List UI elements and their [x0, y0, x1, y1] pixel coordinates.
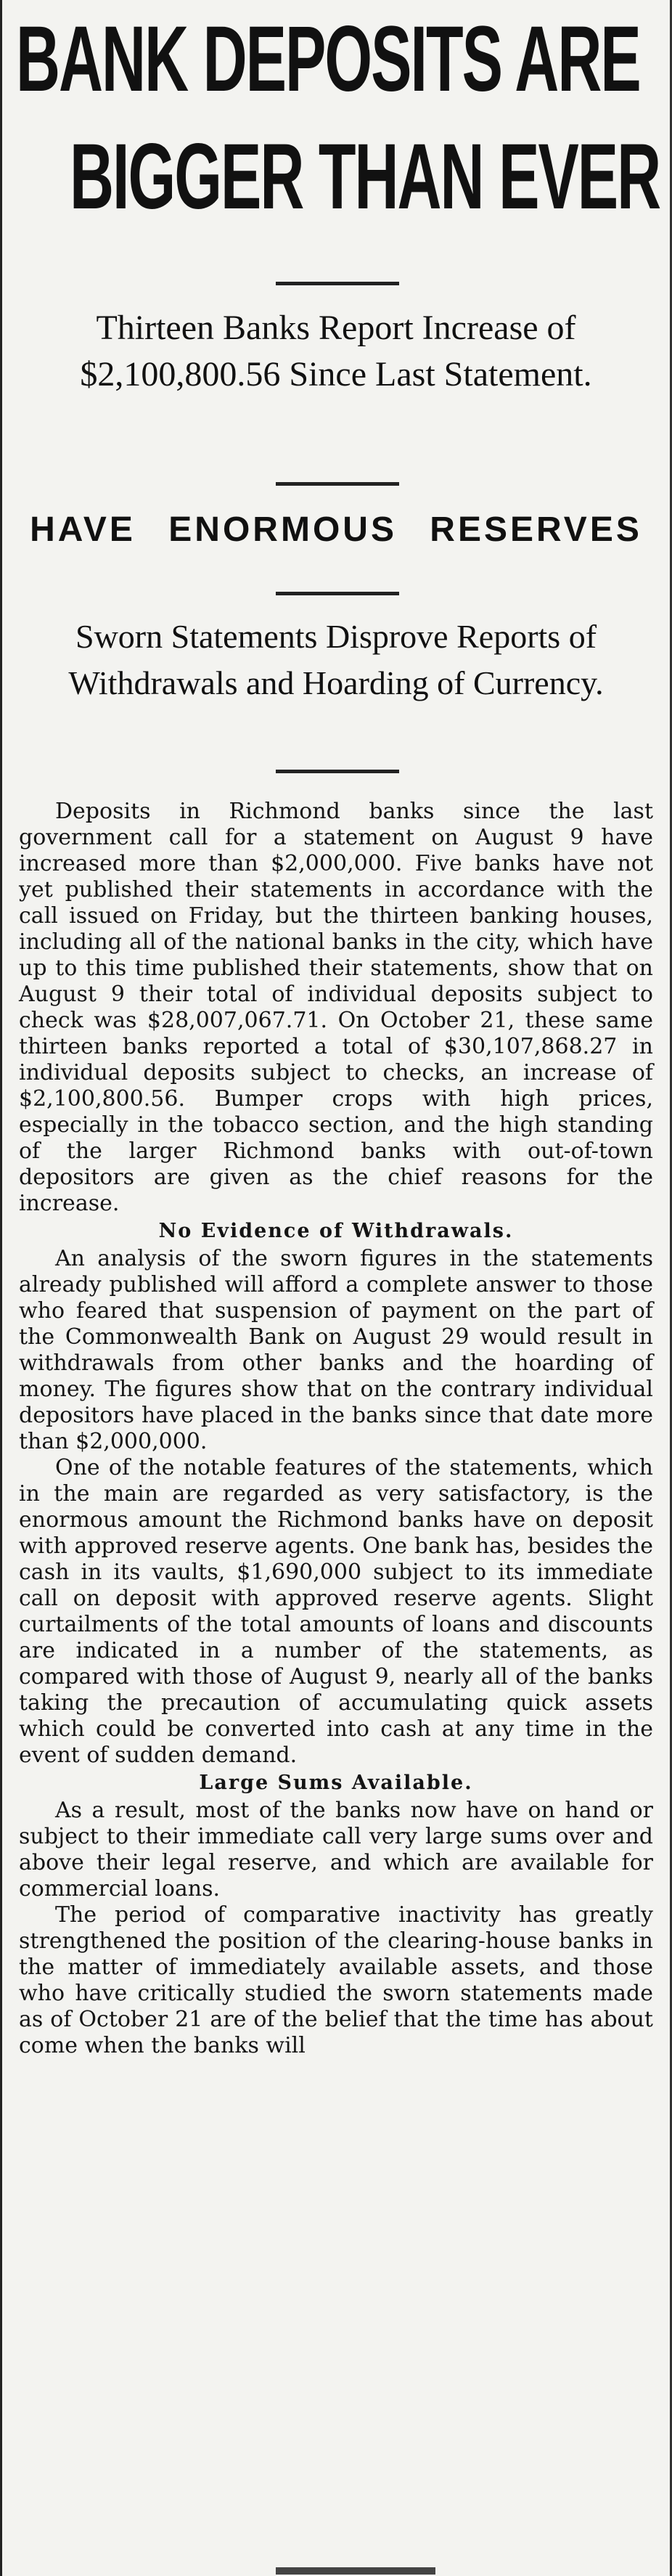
article-paragraph-5: The period of comparative inactivity has greatly strengthened the position of the clearing-house banks in the matter of immediately available assets, and those who have critically studied the sworn statements made as of October 21 are of the belief that the time has about come when the banks will: [19, 1902, 653, 2058]
article-body: [19, 799, 653, 2059]
divider-rule-2: [276, 482, 399, 486]
section-subhead-withdrawals: No Evidence of Withdrawals.: [158, 1220, 514, 1242]
column-rule-left: [0, 0, 2, 2576]
article-paragraph-2: An analysis of the sworn figures in the statements already published will afford a complete answer to those who feared that suspension of payment on the part of the Commonwealth Bank on August 29 would result in withdrawals from other banks and the hoarding of money. The figures show that on the contrary individual depositors have placed in the banks since that date more than $2,000,000.: [19, 1246, 653, 1454]
bottom-cutoff-rule: [276, 2567, 435, 2575]
divider-rule-3: [276, 592, 399, 595]
deck-subheadline-3: Sworn Statements Disprove Reports of Withdrawals and Hoarding of Currency.: [68, 618, 604, 701]
headline-line-2: BIGGER THAN EVER: [70, 125, 660, 229]
deck-subheadline-1: Thirteen Banks Report Increase of $2,100,800.56 Since Last Statement.: [80, 309, 592, 394]
divider-rule-1: [276, 282, 399, 285]
article-paragraph-3: One of the notable features of the statements, which in the main are regarded as very satisfactory, is the enormous amount the Richmond banks have on deposit with approved reserve agents. One bank has, besides the cash in its vaults, $1,690,000 subject to its immediate call on deposit with approved reserve agents. Slight curtailments of the total amounts of loans and discounts are indicated in a number of the statements, as compared with those of August 9, nearly all of the banks taking the precaution of accumulating quick assets which could be converted into cash at any time in the event of sudden demand.: [19, 1455, 653, 1768]
divider-rule-4: [276, 770, 399, 773]
section-subhead-large-sums: Large Sums Available.: [199, 1772, 473, 1794]
headline-line-1: BANK DEPOSITS ARE: [16, 7, 640, 111]
article-paragraph-4: As a result, most of the banks now have on hand or subject to their immediate call very large sums over and above their legal reserve, and which are available for commercial loans.: [19, 1798, 653, 1902]
deck-subheadline-2: HAVE ENORMOUS RESERVES: [30, 510, 642, 549]
article-paragraph-1: Deposits in Richmond banks since the last government call for a statement on August 9 have increased more than $2,000,000. Five banks have not yet published their statements in accordance with the call issued on Friday, but the thirteen banking houses, including all of the national banks in the city, which have up to this time published their statements, show that on August 9 their total of individual deposits subject to check was $28,007,067.71. On October 21, these same thirteen banks reported a total of $30,107,868.27 in individual deposits subject to checks, an increase of $2,100,800.56. Bumper crops with high prices, especially in the tobacco section, and the high standing of the larger Richmond banks with out-of-town depositors are given as the chief reasons for the increase.: [19, 799, 653, 1216]
